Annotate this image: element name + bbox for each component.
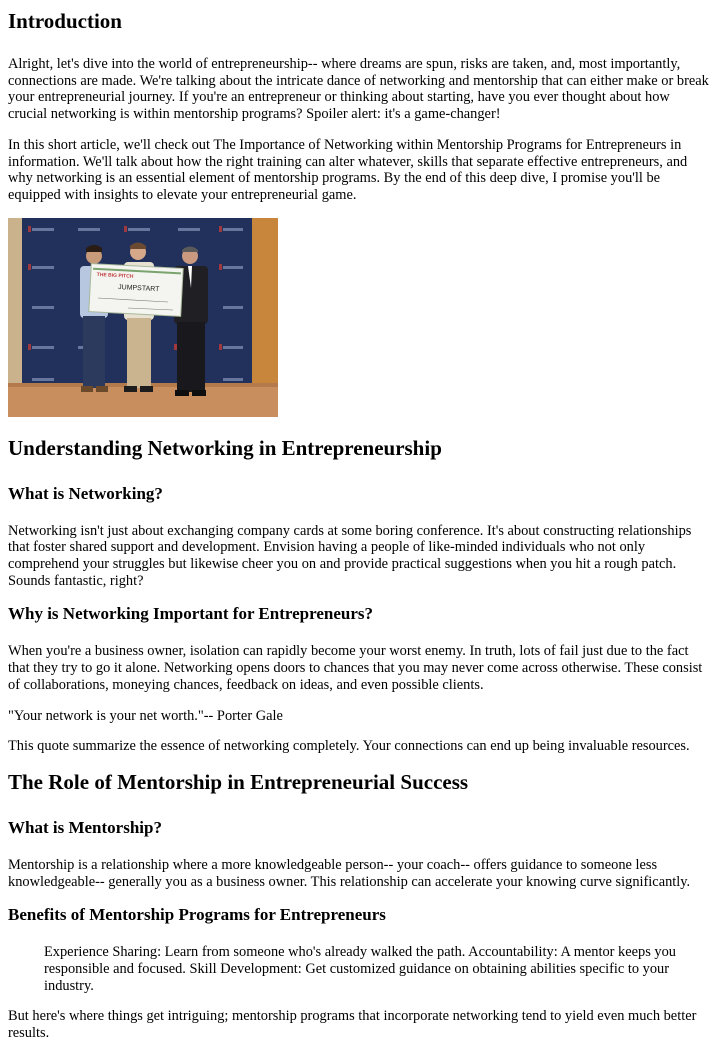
award-photo — [8, 218, 278, 417]
benefits-heading: Benefits of Mentorship Programs for Entrepreneurs — [8, 905, 386, 925]
why-networking-heading: Why is Networking Important for Entrepreneurs? — [8, 604, 374, 624]
understanding-heading: Understanding Networking in Entrepreneurship — [8, 435, 442, 460]
what-networking-heading: What is Networking? — [8, 483, 163, 503]
what-mentorship-paragraph: Mentorship is a relationship where a more knowledgeable person-- your coach-- offers guidance to someone less knowledgeable-- generally you as a business owner. This relationship can accelerate your knowing curve significantly. — [8, 856, 691, 890]
intro-heading: Introduction — [8, 9, 122, 33]
intro-paragraph-1: Alright, let's dive into the world of entrepreneurship-- where dreams are spun, risks are taken, and, most importantly, connections are made. We're talking about the intricate dance of networking and mentorship that can either make or break your entrepreneurial journey. If you're an entrepreneur or thinking about starting, have you ever thought about how crucial networking is within mentorship programs? Spoiler alert: it's a game-changer! — [8, 56, 709, 123]
quote-paragraph: This quote summarize the essence of networking completely. Your connections can end up being invaluable resources. — [8, 738, 690, 755]
big-check — [89, 263, 183, 316]
article — [0, 8, 720, 1042]
what-mentorship-heading: What is Mentorship? — [8, 817, 162, 837]
what-networking-paragraph: Networking isn't just about exchanging company cards at some boring conference. It's about constructing relationships that foster shared support and development. Envision having a people of like-minded individuals who not only comprehend your struggles but likewise cheer you on and provide practical suggestions when you hit a rough patch. Sounds fantastic, right? — [8, 522, 692, 589]
role-heading: The Role of Mentorship in Entrepreneurial Success — [8, 769, 469, 794]
intro-paragraph-2: In this short article, we'll check out The Importance of Networking within Mentorship Programs for Entrepreneurs in information. We'll talk about how the right training can alter whatever, skills that separate effective entrepreneurs, and why networking is an essential element of mentorship programs. By the end of this deep dive, I promise you'll be equipped with insights to elevate your entrepreneurial game. — [8, 136, 688, 203]
check-logo-text: THE BIG PITCH — [96, 271, 134, 280]
check-payee-text: JUMPSTART — [117, 283, 160, 293]
benefits-blockquote: Experience Sharing: Learn from someone who's already walked the path. Accountability: A mentor keeps you responsible and focused. Skill Development: Get customized guidance on obtaining abilities specific to your industry. — [44, 944, 676, 994]
closing-paragraph: But here's where things get intriguing; mentorship programs that incorporate networking tend to yield even much better results. — [8, 1008, 697, 1042]
networking-quote: "Your network is your net worth."-- Porter Gale — [8, 707, 283, 724]
why-networking-paragraph: When you're a business owner, isolation can rapidly become your worst enemy. In truth, lots of fail just due to the fact that they try to go it alone. Networking opens doors to chances that you may never come across otherwise. These consist of collaborations, moneying chances, feedback on ideas, and even possible clients. — [8, 643, 703, 693]
